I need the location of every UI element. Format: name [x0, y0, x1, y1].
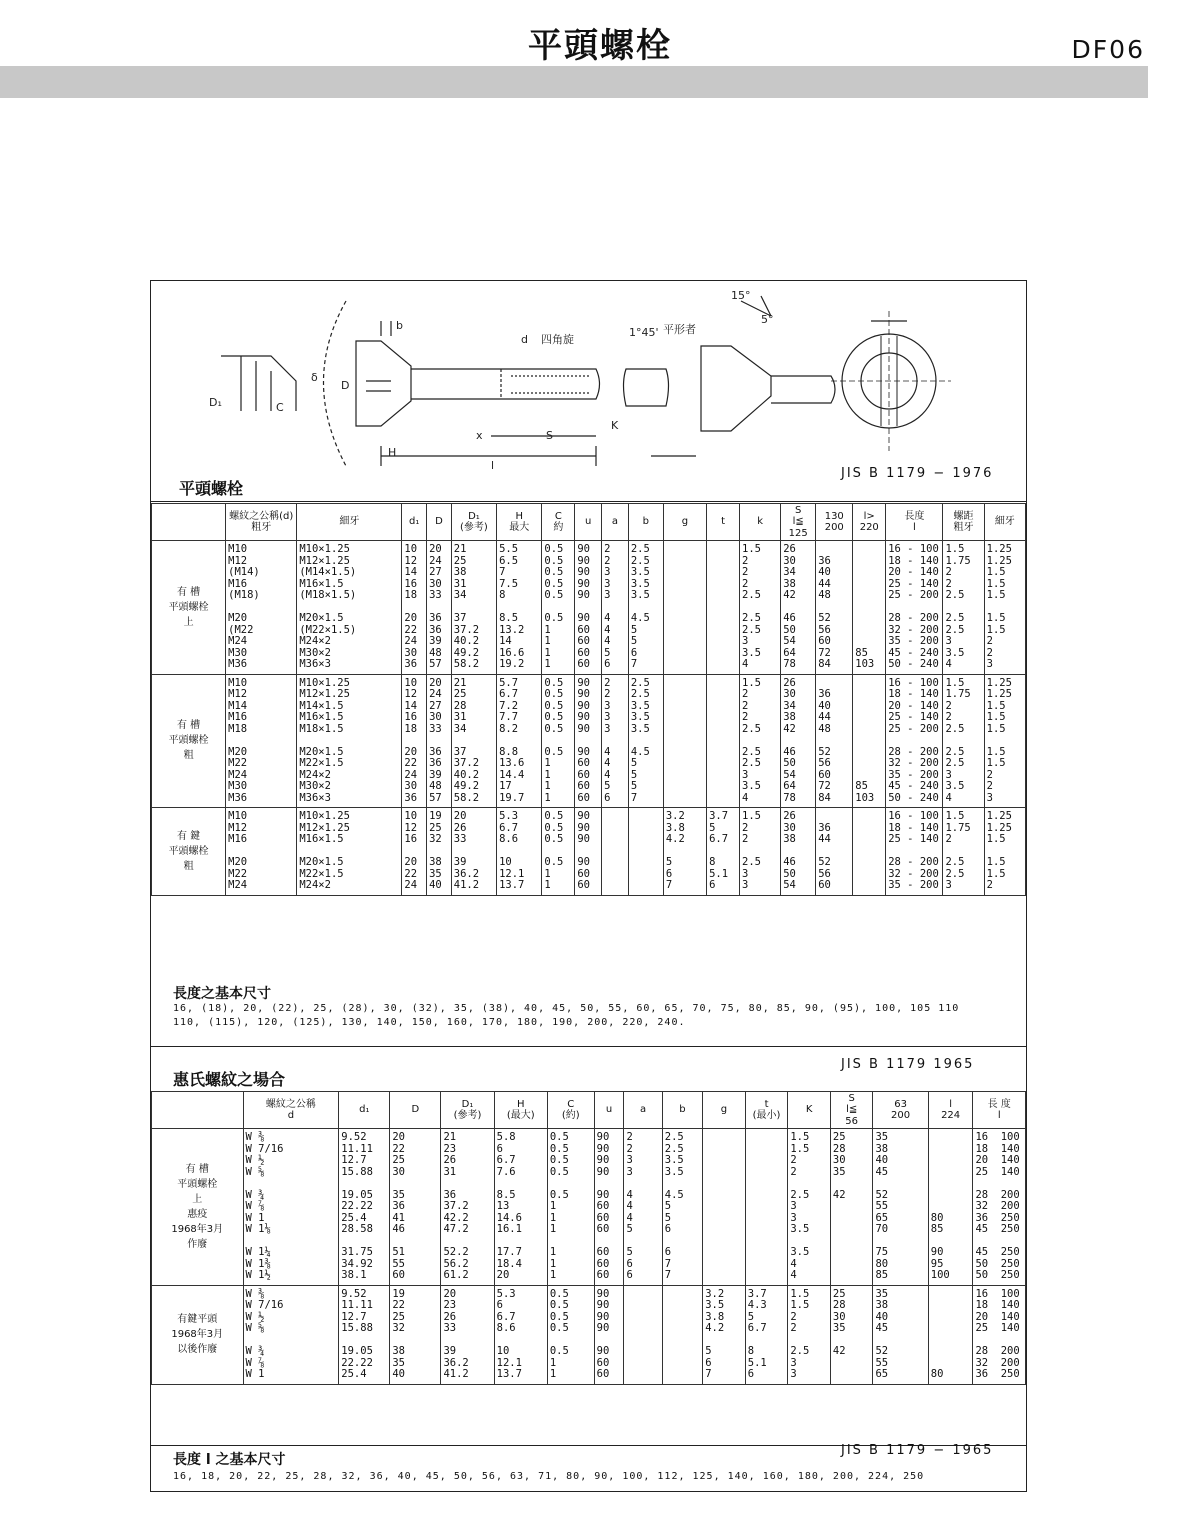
- cell: 9.52 11.11 12.7 15.88 19.05 22.22 25.4: [339, 1285, 390, 1384]
- wcol-a: a: [624, 1092, 662, 1129]
- label-D: D: [341, 379, 350, 392]
- cell: W ⅜ W 7/16 W ½ W ⅝ W ¾ W ⅞ W 1: [243, 1285, 339, 1384]
- cell: M10 M12 M16 M20 M22 M24: [226, 808, 297, 896]
- cell: 1.25 1.25 1.5 1.5 1.5 1.5 1.5 2 2 3: [984, 674, 1025, 808]
- table-row: [152, 1129, 1026, 1286]
- col-a: a: [602, 504, 629, 541]
- table-row: [152, 674, 1026, 808]
- cell: W ⅜ W 7/16 W ½ W ⅝ W ¾ W ⅞ W 1 W 1⅛ W 1¼ W 1⅜ W 1½: [243, 1129, 339, 1286]
- cell: 35 38 40 45 52 55 65: [873, 1285, 928, 1384]
- label-d1: D₁: [209, 396, 222, 409]
- wcol-u: u: [594, 1092, 624, 1129]
- wcol-blank: [152, 1092, 244, 1129]
- cell: [628, 808, 663, 896]
- wcol-g: g: [703, 1092, 746, 1129]
- label-b: b: [396, 319, 403, 332]
- label-K: K: [611, 419, 619, 432]
- divider: [151, 501, 1026, 502]
- wcol-b: b: [662, 1092, 702, 1129]
- cell: M10×1.25 M12×1.25 (M14×1.5) M16×1.5 (M18×1.5) M20×1.5 (M22×1.5) M24×2 M30×2 M36×3: [297, 541, 402, 675]
- cell: 2 2 3 3 4 4 4 5 5 6 6: [624, 1129, 662, 1286]
- cell: 26 30 34 38 42 46 50 54 64 78: [781, 541, 816, 675]
- cell: 2.5 2.5 3.5 3.5 3.5 4.5 5 5 5 7: [628, 674, 663, 808]
- spec-sheet: [150, 280, 1027, 1492]
- label-flat: 平形者: [663, 323, 696, 336]
- col-pitch-fine: 細牙: [984, 504, 1025, 541]
- cell: 90 90 90 90 60 60: [575, 808, 602, 896]
- cell: 1.5 2 2 2.5 3 3: [740, 808, 781, 896]
- col-d1: d₁: [402, 504, 427, 541]
- cell: [662, 1285, 702, 1384]
- group-label: 有鍵平頭 1968年3月 以後作廢: [152, 1285, 244, 1384]
- cell: 10 12 16 20 22 24: [402, 808, 427, 896]
- jis-standard-1976: JIS B 1179 − 1976: [841, 466, 994, 481]
- cell: 3.7 5 6.7 8 5.1 6: [707, 808, 740, 896]
- cell: 10 12 14 16 18 20 22 24 30 36: [402, 541, 427, 675]
- wcol-length: 長 度 l: [973, 1092, 1026, 1129]
- whitworth-table: [151, 1091, 1026, 1385]
- col-u: u: [575, 504, 602, 541]
- cell: 5.3 6 6.7 8.6 10 12.1 13.7: [494, 1285, 547, 1384]
- cell: 16 100 18 140 20 140 25 140 28 200 32 200 36 250: [973, 1285, 1026, 1384]
- col-D1: D₁ (參考): [451, 504, 496, 541]
- col-S2: 130 200: [816, 504, 853, 541]
- cell: [707, 674, 740, 808]
- col-fine: 細牙: [297, 504, 402, 541]
- wcol-H: H (最大): [494, 1092, 547, 1129]
- cell: 1.5 1.5 2 2 2.5 3 3 3.5 3.5 4 4: [788, 1129, 831, 1286]
- cell: 1.25 1.25 1.5 1.5 1.5 1.5 1.5 2 2 3: [984, 541, 1025, 675]
- cell: 3.7 4.3 5 6.7 8 5.1 6: [745, 1285, 788, 1384]
- cell: 1.25 1.25 1.5 1.5 1.5 2: [984, 808, 1025, 896]
- cell: 25 28 30 35 42: [830, 1285, 873, 1384]
- col-S1: S l≦ 125: [781, 504, 816, 541]
- cell: 80: [928, 1285, 973, 1384]
- cell: 90 90 90 90 90 60 60: [594, 1285, 624, 1384]
- group-label: 有 鍵 平頭螺栓 粗: [152, 808, 226, 896]
- cell: 26 30 38 46 50 54: [781, 808, 816, 896]
- cell: M10×1.25 M12×1.25 M14×1.5 M16×1.5 M18×1.5 M20×1.5 M22×1.5 M24×2 M30×2 M36×3: [297, 674, 402, 808]
- cell: 0.5 0.5 0.5 0.5 0.5 1 1: [547, 1285, 594, 1384]
- label-l: l: [491, 459, 495, 472]
- cell: [703, 1129, 746, 1286]
- cell: 21 25 38 31 34 37 37.2 40.2 49.2 58.2: [451, 541, 496, 675]
- label-S: S: [546, 429, 553, 442]
- wcol-S3: l 224: [928, 1092, 973, 1129]
- label-x: x: [476, 429, 483, 442]
- jis-standard-1965-bottom: JIS B 1179 − 1965: [841, 1443, 994, 1458]
- cell: 2 2 3 3 3 4 4 4 5 6: [602, 674, 629, 808]
- cell: 5.8 6 6.7 7.6 8.5 13 14.6 16.1 17.7 18.4 20: [494, 1129, 547, 1286]
- label-angle: 1°45': [629, 326, 659, 339]
- cell: 0.5 0.5 0.5 0.5 0.5 1 1 1 1 1 1: [547, 1129, 594, 1286]
- cell: [707, 541, 740, 675]
- col-H: H 最大: [497, 504, 542, 541]
- col-b: b: [628, 504, 663, 541]
- metric-lengths-line2: 110, (115), 120, (125), 130, 140, 150, 160, 170, 180, 190, 200, 220, 240.: [173, 1017, 686, 1028]
- cell: 80 85 90 95 100: [928, 1129, 973, 1286]
- cell: 3.2 3.5 3.8 4.2 5 6 7: [703, 1285, 746, 1384]
- cell: 1.5 2 2 2 2.5 2.5 2.5 3 3.5 4: [740, 541, 781, 675]
- wcol-D1: D₁ (參考): [441, 1092, 494, 1129]
- whitworth-lengths-line1: 16, 18, 20, 22, 25, 28, 32, 36, 40, 45, 50, 56, 63, 71, 80, 90, 100, 112, 125, 140, 160, 180, 200, 224, 250: [173, 1471, 925, 1482]
- wcol-S2: 63 200: [873, 1092, 928, 1129]
- cell: 0.5 0.5 0.5 0.5 0.5 0.5 1 1 1 1: [542, 674, 575, 808]
- cell: 36 44 52 56 60: [816, 808, 853, 896]
- cell: M10 M12 M14 M16 M18 M20 M22 M24 M30 M36: [226, 674, 297, 808]
- group-label: 有 槽 平頭螺栓 上: [152, 541, 226, 675]
- cell: 0.5 0.5 0.5 0.5 0.5 0.5 1 1 1 1: [542, 541, 575, 675]
- cell: 1.5 1.5 2 2 2.5 3 3: [788, 1285, 831, 1384]
- col-length: 長度 l: [886, 504, 943, 541]
- cell: 5.3 6.7 8.6 10 12.1 13.7: [497, 808, 542, 896]
- wcol-S1: S l≦ 56: [830, 1092, 873, 1129]
- whitworth-title: 惠氏螺紋之場合: [173, 1070, 286, 1089]
- group-label: 有 槽 平頭螺栓 上 惠疫 1968年3月 作廢: [152, 1129, 244, 1286]
- cell: 85 103: [853, 674, 886, 808]
- cell: 10 12 14 16 18 20 22 24 30 36: [402, 674, 427, 808]
- col-C: C 約: [542, 504, 575, 541]
- col-g: g: [663, 504, 706, 541]
- cell: 25 28 30 35 42: [830, 1129, 873, 1286]
- col-D: D: [427, 504, 452, 541]
- wcol-d1: d₁: [339, 1092, 390, 1129]
- cell: 1.5 2 2 2 2.5 2.5 2.5 3 3.5 4: [740, 674, 781, 808]
- metric-lengths-line1: 16, (18), 20, (22), 25, (28), 30, (32), 35, (38), 40, 45, 50, 55, 60, 65, 70, 75, 80, 85, 90, (95), 100, 105 110: [173, 1003, 960, 1014]
- cell: 3.2 3.8 4.2 5 6 7: [663, 808, 706, 896]
- sheet-title: 平頭螺栓: [179, 479, 244, 498]
- whitworth-lengths-title: 長度 l 之基本尺寸: [173, 1452, 286, 1468]
- cell: 20 24 27 30 33 36 36 39 48 57: [427, 541, 452, 675]
- group-label: 有 槽 平頭螺栓 粗: [152, 674, 226, 808]
- cell: 19 25 32 38 35 40: [427, 808, 452, 896]
- col-pitch-coarse: 螺距 粗牙: [943, 504, 984, 541]
- jis-standard-1965: JIS B 1179 1965: [841, 1057, 975, 1072]
- cell: M10×1.25 M12×1.25 M16×1.5 M20×1.5 M22×1.5 M24×2: [297, 808, 402, 896]
- label-d: d: [521, 333, 528, 346]
- cell: 20 24 27 30 33 36 36 39 48 57: [427, 674, 452, 808]
- cell: 35 38 40 45 52 55 65 70 75 80 85: [873, 1129, 928, 1286]
- col-k: k: [740, 504, 781, 541]
- cell: 36 40 44 48 52 56 60 72 84: [816, 674, 853, 808]
- label-square: 四角旋: [541, 333, 574, 346]
- divider: [151, 1046, 1026, 1047]
- col-S3: l> 220: [853, 504, 886, 541]
- table-row: [152, 808, 1026, 896]
- cell: 90 90 90 90 90 90 60 60 60 60: [575, 541, 602, 675]
- label-H: H: [388, 446, 397, 459]
- wcol-t: t (最小): [745, 1092, 788, 1129]
- cell: [663, 674, 706, 808]
- cell: 9.52 11.11 12.7 15.88 19.05 22.22 25.4 28.58 31.75 34.92 38.1: [339, 1129, 390, 1286]
- cell: 90 90 90 90 90 60 60 60 60 60 60: [594, 1129, 624, 1286]
- metric-table: [151, 503, 1026, 896]
- col-blank: [152, 504, 226, 541]
- wcol-D: D: [390, 1092, 441, 1129]
- cell: 16 - 100 18 - 140 20 - 140 25 - 140 25 - 200 28 - 200 32 - 200 35 - 200 45 - 240 50 - 240: [886, 674, 943, 808]
- cell: 90 90 90 90 90 90 60 60 60 60: [575, 674, 602, 808]
- cell: M10 M12 (M14) M16 (M18) M20 (M22 M24 M30 M36: [226, 541, 297, 675]
- page-title: 平頭螺栓: [528, 26, 672, 66]
- cell: 1.5 1.75 2 2 2.5 2.5 2.5 3 3.5 4: [943, 541, 984, 675]
- cell: 16 100 18 140 20 140 25 140 28 200 32 200 36 250 45 250 45 250 50 250 50 250: [973, 1129, 1026, 1286]
- wcol-K: K: [788, 1092, 831, 1129]
- cell: 0.5 0.5 0.5 0.5 1 1: [542, 808, 575, 896]
- cell: [624, 1285, 662, 1384]
- cell: 1.5 1.75 2 2.5 2.5 3: [943, 808, 984, 896]
- wcol-d: 螺紋之公稱 d: [243, 1092, 339, 1129]
- page-code: DF06: [1071, 35, 1145, 64]
- cell: 2.5 2.5 3.5 3.5 3.5 4.5 5 5 6 7: [628, 541, 663, 675]
- metric-lengths-title: 長度之基本尺寸: [173, 986, 271, 1002]
- label-angle-15: 15°: [731, 289, 751, 302]
- label-angle-5: 5°: [761, 313, 774, 326]
- cell: 85 103: [853, 541, 886, 675]
- cell: 5.7 6.7 7.2 7.7 8.2 8.8 13.6 14.4 17 19.7: [497, 674, 542, 808]
- wcol-C: C (約): [547, 1092, 594, 1129]
- header-bar: [0, 66, 1148, 98]
- cell: 20 22 25 30 35 36 41 46 51 55 60: [390, 1129, 441, 1286]
- col-t: t: [707, 504, 740, 541]
- cell: [745, 1129, 788, 1286]
- cell: 1.5 1.75 2 2 2.5 2.5 2.5 3 3.5 4: [943, 674, 984, 808]
- cell: 21 25 28 31 34 37 37.2 40.2 49.2 58.2: [451, 674, 496, 808]
- cell: 21 23 26 31 36 37.2 42.2 47.2 52.2 56.2 61.2: [441, 1129, 494, 1286]
- cell: [602, 808, 629, 896]
- table-row: [152, 1285, 1026, 1384]
- cell: 26 30 34 38 42 46 50 54 64 78: [781, 674, 816, 808]
- col-coarse: 螺紋之公稱(d) 粗牙: [226, 504, 297, 541]
- cell: [853, 808, 886, 896]
- cell: 5.5 6.5 7 7.5 8 8.5 13.2 14 16.6 19.2: [497, 541, 542, 675]
- table-row: [152, 541, 1026, 675]
- cell: 19 22 25 32 38 35 40: [390, 1285, 441, 1384]
- cell: 16 - 100 18 - 140 25 - 140 28 - 200 32 - 200 35 - 200: [886, 808, 943, 896]
- label-delta: δ: [311, 371, 318, 384]
- cell: 2.5 2.5 3.5 3.5 4.5 5 5 6 6 7 7: [662, 1129, 702, 1286]
- cell: 20 23 26 33 39 36.2 41.2: [441, 1285, 494, 1384]
- cell: 2 2 3 3 3 4 4 4 5 6: [602, 541, 629, 675]
- cell: 36 40 44 48 52 56 60 72 84: [816, 541, 853, 675]
- cell: 16 - 100 18 - 140 20 - 140 25 - 140 25 - 200 28 - 200 32 - 200 35 - 200 45 - 240 50 - 240: [886, 541, 943, 675]
- label-C: C: [276, 401, 284, 414]
- cell: [663, 541, 706, 675]
- cell: 20 26 33 39 36.2 41.2: [451, 808, 496, 896]
